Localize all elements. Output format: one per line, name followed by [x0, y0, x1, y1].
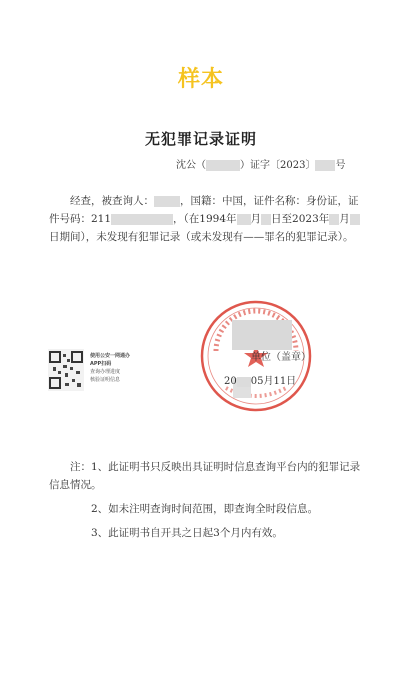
note-2: 2、如未注明查询时间范围，即查询全时段信息。	[91, 503, 319, 515]
issue-date	[224, 372, 296, 387]
qr-caption-line: 查询办理进度	[90, 369, 121, 375]
body-text-5: 日至2023年	[271, 213, 330, 225]
notes-section	[49, 458, 367, 548]
doc-number-prefix: 沈公（	[176, 160, 206, 171]
body-text-2: ，国籍：中国，证件名称：身份证，证件号码：211	[49, 195, 359, 225]
certificate-body	[49, 192, 367, 246]
redacted-seal-area	[232, 320, 292, 350]
body-text-7: 日期间），未发现有犯罪记录（或未发现有——罪名的犯罪记录）。	[49, 231, 354, 243]
body-text-3: ，（在1994年	[173, 213, 237, 225]
redacted-field	[237, 377, 251, 387]
qr-code-icon	[48, 349, 84, 391]
doc-number-middle: ）证字〔2023〕	[240, 160, 316, 171]
qr-caption-line: 使用公安一网通办	[90, 353, 131, 359]
body-text-1: 经查，被查询人：	[70, 195, 154, 207]
redacted-name	[154, 196, 180, 207]
date-prefix: 20	[224, 376, 237, 387]
redacted-field	[315, 160, 335, 171]
qr-caption-line: APP扫码	[90, 361, 112, 367]
body-text-4: 月	[250, 213, 262, 225]
note-3: 3、此证明书自开具之日起3个月内有效。	[91, 527, 283, 539]
redacted-field	[261, 214, 271, 225]
date-suffix: 05月11日	[250, 376, 297, 387]
note-1: 注：1、此证明书只反映出具证明时信息查询平台内的犯罪记录信息情况。	[49, 461, 361, 491]
body-text-6: 月	[339, 213, 350, 225]
document-number	[176, 156, 345, 171]
sample-watermark: 样本	[177, 67, 224, 92]
redacted-field	[350, 214, 360, 225]
redacted-id-number	[111, 214, 173, 225]
qr-caption	[90, 352, 130, 384]
redacted-field	[206, 160, 240, 171]
redacted-field	[237, 214, 251, 225]
document-title: 无犯罪记录证明	[144, 130, 257, 148]
doc-number-suffix: 号	[335, 160, 346, 171]
qr-caption-line: 核验证明信息	[90, 377, 121, 383]
redacted-field	[329, 214, 339, 225]
issuing-unit: 单位（盖章）	[251, 352, 311, 363]
